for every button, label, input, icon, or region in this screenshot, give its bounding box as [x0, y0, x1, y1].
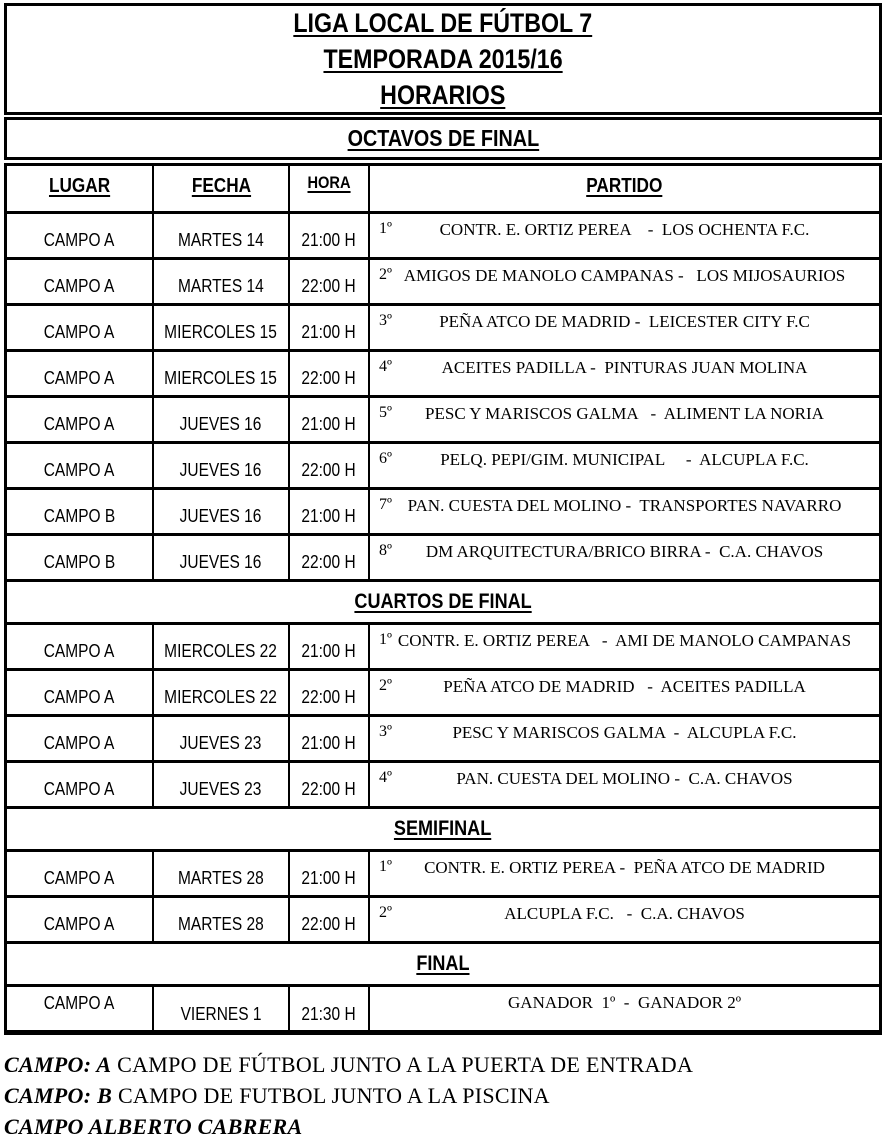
cell-hora [288, 398, 368, 441]
fecha-value: MIERCOLES 15 [164, 322, 278, 342]
cell-lugar [7, 625, 152, 668]
cell-partido [368, 352, 879, 395]
header-cell-lugar [7, 166, 152, 211]
table-row [7, 441, 879, 487]
lugar-value: CAMPO A [44, 460, 115, 480]
match-number: 2º [379, 904, 392, 921]
match-number: 8º [379, 542, 392, 559]
table-row [7, 895, 879, 941]
footer-prefix: CAMPO: A [4, 1052, 112, 1077]
lugar-value: CAMPO B [43, 552, 116, 572]
section-band-row [7, 806, 879, 849]
lugar-value: CAMPO A [44, 641, 115, 661]
lugar-value: CAMPO A [44, 914, 115, 934]
cell-lugar [7, 987, 152, 1030]
table-row [7, 487, 879, 533]
title-box [4, 3, 882, 115]
lugar-value: CAMPO A [44, 230, 115, 250]
section-band-row [7, 941, 879, 984]
cell-lugar [7, 717, 152, 760]
table-header-row [7, 166, 879, 211]
cell-hora [288, 987, 368, 1030]
header-label-hora: HORA [307, 173, 351, 192]
cell-lugar [7, 444, 152, 487]
hora-value: 21:00 H [301, 322, 357, 342]
cell-fecha [152, 260, 288, 303]
hora-value: 21:00 H [301, 506, 357, 526]
cell-lugar [7, 536, 152, 579]
table-row [7, 622, 879, 668]
cell-lugar [7, 260, 152, 303]
hora-value: 22:00 H [301, 552, 357, 572]
match-text: GANADOR 1º - GANADOR 2º [508, 993, 741, 1012]
cell-hora [288, 260, 368, 303]
match-text: PAN. CUESTA DEL MOLINO - TRANSPORTES NAVARRO [407, 496, 842, 515]
match-text: PESC Y MARISCOS GALMA - ALCUPLA F.C. [452, 723, 797, 742]
cell-fecha [152, 306, 288, 349]
schedule-table [4, 163, 882, 1035]
cell-lugar [7, 490, 152, 533]
fecha-value: MARTES 28 [178, 914, 264, 934]
cell-fecha [152, 671, 288, 714]
section-band [7, 809, 879, 849]
match-number: 5º [379, 404, 392, 421]
match-text: PESC Y MARISCOS GALMA - ALIMENT LA NORIA [425, 404, 824, 423]
fecha-value: MARTES 28 [178, 868, 264, 888]
cell-hora [288, 898, 368, 941]
hora-value: 22:00 H [301, 779, 357, 799]
table-row [7, 303, 879, 349]
cell-hora [288, 671, 368, 714]
cell-partido [368, 717, 879, 760]
table-row [7, 257, 879, 303]
match-number: 1º [379, 858, 392, 875]
cell-lugar [7, 214, 152, 257]
cell-lugar [7, 852, 152, 895]
footer-line [4, 1111, 882, 1140]
schedule-sheet [4, 3, 882, 1140]
footer-line [4, 1049, 882, 1080]
match-number: 1º [379, 220, 392, 237]
cell-partido [368, 444, 879, 487]
cell-lugar [7, 352, 152, 395]
hora-value: 21:00 H [301, 230, 357, 250]
fecha-value: MIERCOLES 22 [164, 687, 278, 707]
match-text: PEÑA ATCO DE MADRID - ACEITES PADILLA [443, 677, 806, 696]
fecha-value: JUEVES 16 [180, 460, 262, 480]
cell-fecha [152, 536, 288, 579]
cell-fecha [152, 625, 288, 668]
cell-lugar [7, 671, 152, 714]
title-line [370, 78, 516, 113]
section-title: FINAL [416, 952, 470, 975]
section-title-octavos: OCTAVOS DE FINAL [347, 125, 539, 151]
match-text: ACEITES PADILLA - PINTURAS JUAN MOLINA [441, 358, 808, 377]
cell-hora [288, 536, 368, 579]
cell-lugar [7, 898, 152, 941]
cell-hora [288, 352, 368, 395]
hora-value: 22:00 H [301, 460, 357, 480]
cell-partido [368, 763, 879, 806]
cell-hora [288, 306, 368, 349]
section-title: SEMIFINAL [394, 817, 492, 840]
match-number: 6º [379, 450, 392, 467]
match-text: ALCUPLA F.C. - C.A. CHAVOS [504, 904, 745, 923]
title-line [269, 6, 617, 41]
lugar-value: CAMPO A [44, 779, 115, 799]
cell-fecha [152, 490, 288, 533]
footer-notes [4, 1049, 882, 1140]
cell-hora [288, 852, 368, 895]
fecha-value: JUEVES 16 [180, 506, 262, 526]
lugar-value: CAMPO A [44, 993, 115, 1013]
cell-partido [368, 306, 879, 349]
match-number: 3º [379, 312, 392, 329]
lugar-value: CAMPO A [44, 687, 115, 707]
table-row [7, 211, 879, 257]
cell-hora [288, 717, 368, 760]
fecha-value: MARTES 14 [178, 276, 264, 296]
cell-hora [288, 763, 368, 806]
table-row [7, 668, 879, 714]
cell-partido [368, 987, 879, 1030]
match-text: CONTR. E. ORTIZ PEREA - PEÑA ATCO DE MADRID [424, 858, 825, 877]
match-text: DM ARQUITECTURA/BRICO BIRRA - C.A. CHAVOS [425, 542, 824, 561]
cell-fecha [152, 763, 288, 806]
footer-prefix: CAMPO: B [4, 1083, 113, 1108]
hora-value: 22:00 H [301, 276, 357, 296]
hora-value: 22:00 H [301, 687, 357, 707]
fecha-value: MIERCOLES 22 [164, 641, 278, 661]
cell-partido [368, 852, 879, 895]
cell-fecha [152, 352, 288, 395]
cell-partido [368, 214, 879, 257]
match-number: 7º [379, 496, 392, 513]
title-line [304, 42, 582, 77]
cell-fecha [152, 398, 288, 441]
match-text: PAN. CUESTA DEL MOLINO - C.A. CHAVOS [456, 769, 793, 788]
hora-value: 21:00 H [301, 868, 357, 888]
header-cell-hora [288, 166, 368, 211]
section-band [7, 944, 879, 984]
cell-fecha [152, 214, 288, 257]
cell-partido [368, 490, 879, 533]
title-text: TEMPORADA 2015/16 [323, 43, 563, 74]
cell-lugar [7, 763, 152, 806]
header-label-partido: PARTIDO [586, 175, 663, 197]
lugar-value: CAMPO A [44, 414, 115, 434]
lugar-value: CAMPO B [43, 506, 116, 526]
header-cell-partido [368, 166, 879, 211]
cell-partido [368, 625, 879, 668]
match-number: 4º [379, 358, 392, 375]
lugar-value: CAMPO A [44, 276, 115, 296]
title-text: HORARIOS [380, 79, 506, 110]
title-text: LIGA LOCAL DE FÚTBOL 7 [293, 7, 593, 38]
section-title: CUARTOS DE FINAL [354, 590, 532, 613]
lugar-value: CAMPO A [44, 368, 115, 388]
match-number: 2º [379, 677, 392, 694]
match-number: 4º [379, 769, 392, 786]
hora-value: 21:30 H [301, 1004, 357, 1024]
hora-value: 22:00 H [301, 914, 357, 934]
match-number: 1º [379, 631, 392, 648]
section-band-octavos [4, 117, 882, 160]
table-row [7, 984, 879, 1030]
fecha-value: VIERNES 1 [180, 1004, 262, 1024]
footer-text: CAMPO DE FUTBOL JUNTO A LA PISCINA [112, 1083, 550, 1108]
fecha-value: JUEVES 16 [180, 552, 262, 572]
fecha-value: JUEVES 23 [180, 779, 262, 799]
cell-partido [368, 260, 879, 303]
section-band-row [7, 579, 879, 622]
cell-partido [368, 898, 879, 941]
table-row [7, 760, 879, 806]
match-text: CONTR. E. ORTIZ PEREA - LOS OCHENTA F.C. [439, 220, 810, 239]
header-label-fecha: FECHA [191, 175, 251, 197]
hora-value: 22:00 H [301, 368, 357, 388]
match-number: 2º [379, 266, 392, 283]
cell-lugar [7, 398, 152, 441]
match-text: AMIGOS DE MANOLO CAMPANAS - LOS MIJOSAURIOS [403, 266, 846, 285]
cell-fecha [152, 987, 288, 1030]
fecha-value: JUEVES 23 [180, 733, 262, 753]
table-row [7, 849, 879, 895]
cell-lugar [7, 306, 152, 349]
cell-fecha [152, 717, 288, 760]
footer-prefix: CAMPO ALBERTO CABRERA [4, 1114, 303, 1139]
table-row [7, 349, 879, 395]
cell-partido [368, 398, 879, 441]
cell-fecha [152, 444, 288, 487]
lugar-value: CAMPO A [44, 733, 115, 753]
footer-text: CAMPO DE FÚTBOL JUNTO A LA PUERTA DE ENTRADA [111, 1052, 694, 1077]
hora-value: 21:00 H [301, 733, 357, 753]
table-row [7, 395, 879, 441]
match-text: CONTR. E. ORTIZ PEREA - AMI DE MANOLO CAMPANAS [397, 631, 852, 650]
fecha-value: MIERCOLES 15 [164, 368, 278, 388]
fecha-value: MARTES 14 [178, 230, 264, 250]
table-row [7, 533, 879, 579]
cell-partido [368, 536, 879, 579]
section-band [7, 582, 879, 622]
cell-fecha [152, 898, 288, 941]
match-text: PELQ. PEPI/GIM. MUNICIPAL - ALCUPLA F.C. [440, 450, 809, 469]
hora-value: 21:00 H [301, 641, 357, 661]
match-number: 3º [379, 723, 392, 740]
fecha-value: JUEVES 16 [180, 414, 262, 434]
header-label-lugar: LUGAR [48, 175, 111, 197]
header-cell-fecha [152, 166, 288, 211]
cell-hora [288, 490, 368, 533]
cell-fecha [152, 852, 288, 895]
table-row [7, 714, 879, 760]
cell-partido [368, 671, 879, 714]
cell-hora [288, 214, 368, 257]
hora-value: 21:00 H [301, 414, 357, 434]
match-text: PEÑA ATCO DE MADRID - LEICESTER CITY F.C [439, 312, 810, 331]
lugar-value: CAMPO A [44, 322, 115, 342]
cell-hora [288, 444, 368, 487]
lugar-value: CAMPO A [44, 868, 115, 888]
footer-line [4, 1080, 882, 1111]
cell-hora [288, 625, 368, 668]
